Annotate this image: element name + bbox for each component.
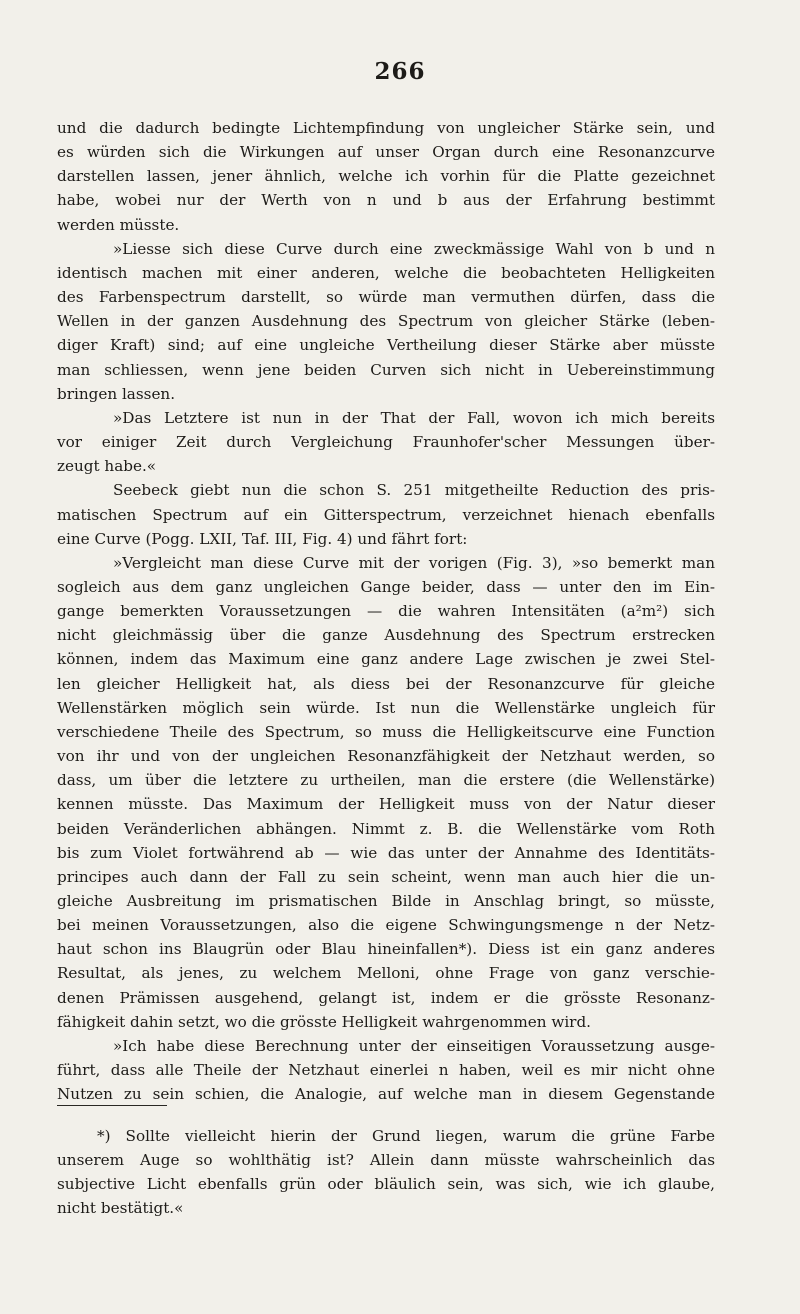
text-line: »Ich habe diese Berechnung unter der einseitigen Voraussetzung ausge- xyxy=(113,1036,715,1055)
text-line: »Liesse sich diese Curve durch eine zweckmässige Wahl von b und n xyxy=(113,239,715,258)
paragraph xyxy=(57,406,715,478)
text-line: darstellen lassen, jener ähnlich, welche ich vorhin für die Platte gezeichnet xyxy=(57,167,715,186)
text-line: kennen müsste. Das Maximum der Helligkeit muss von der Natur dieser xyxy=(57,795,715,814)
text-line: »Vergleicht man diese Curve mit der vorigen (Fig. 3), »so bemerkt man xyxy=(113,553,715,572)
text-line: Wellen in der ganzen Ausdehnung des Spectrum von gleicher Stärke (leben- xyxy=(57,312,715,331)
text-line: gleiche Ausbreitung im prismatischen Bilde in Anschlag bringt, so müsste, xyxy=(57,892,715,910)
text-line: Nutzen zu sein schien, die Analogie, auf welche man in diesem Gegenstande xyxy=(57,1085,715,1104)
footnote-line: unserem Auge so wohlthätig ist? Allein dann müsste wahrscheinlich das xyxy=(57,1151,715,1170)
text-line: »Das Letztere ist nun in der That der Fall, wovon ich mich bereits xyxy=(113,408,715,427)
page-number: 266 xyxy=(374,58,426,85)
text-line: von ihr und von der ungleichen Resonanzfähigkeit der Netzhaut werden, so xyxy=(57,747,715,766)
text-line: bei meinen Voraussetzungen, also die eigene Schwingungsmenge n der Netz- xyxy=(57,916,715,935)
footnote xyxy=(57,1124,715,1221)
text-line: diger Kraft) sind; auf eine ungleiche Vertheilung dieser Stärke aber müsste xyxy=(57,336,715,355)
footnote-line: subjective Licht ebenfalls grün oder bläulich sein, was sich, wie ich glaube, xyxy=(57,1175,715,1194)
text-line: werden müsste. xyxy=(57,215,180,234)
text-line: und die dadurch bedingte Lichtempfindung von ungleicher Stärke sein, und xyxy=(57,119,715,137)
text-line: habe, wobei nur der Werth von n und b aus der Erfahrung bestimmt xyxy=(57,191,715,210)
text-line: man schliessen, wenn jene beiden Curven sich nicht in Uebereinstimmung xyxy=(57,360,715,379)
paragraph xyxy=(57,551,715,1034)
text-line: principes auch dann der Fall zu sein scheint, wenn man auch hier die un- xyxy=(57,867,715,886)
text-line: identisch machen mit einer anderen, welche die beobachteten Helligkeiten xyxy=(57,263,715,282)
text-line: sogleich aus dem ganz ungleichen Gange beider, dass — unter den im Ein- xyxy=(57,577,715,596)
paragraph xyxy=(57,237,715,406)
text-line: vor einiger Zeit durch Vergleichung Fraunhofer'scher Messungen über- xyxy=(57,433,715,452)
text-line: verschiedene Theile des Spectrum, so muss die Helligkeitscurve eine Function xyxy=(57,722,715,741)
body-text xyxy=(57,116,715,1106)
text-line: denen Prämissen ausgehend, gelangt ist, indem er die grösste Resonanz- xyxy=(57,988,715,1007)
text-line: führt, dass alle Theile der Netzhaut einerlei n haben, weil es mir nicht ohne xyxy=(57,1061,715,1080)
text-line: gange bemerkten Voraussetzungen — die wahren Intensitäten (a²m²) sich xyxy=(57,602,715,621)
text-line: fähigkeit dahin setzt, wo die grösste Helligkeit wahrgenommen wird. xyxy=(57,1012,591,1031)
paragraph xyxy=(57,1034,715,1106)
text-line: dass, um über die letztere zu urtheilen, man die erstere (die Wellenstärke) xyxy=(57,771,715,790)
text-line: eine Curve (Pogg. LXII, Taf. III, Fig. 4) und fährt fort: xyxy=(57,529,468,548)
text-line: können, indem das Maximum eine ganz andere Lage zwischen je zwei Stel- xyxy=(57,650,715,669)
text-line: matischen Spectrum auf ein Gitterspectrum, verzeichnet hienach ebenfalls xyxy=(57,505,715,524)
text-line: es würden sich die Wirkungen auf unser Organ durch eine Resonanzcurve xyxy=(57,143,715,162)
text-line: zeugt habe.« xyxy=(57,457,157,476)
text-line: bringen lassen. xyxy=(57,384,176,403)
text-line: Wellenstärken möglich sein würde. Ist nun die Wellenstärke ungleich für xyxy=(57,698,715,717)
text-line: len gleicher Helligkeit hat, als diess bei der Resonanzcurve für gleiche xyxy=(57,674,715,693)
text-line: nicht gleichmässig über die ganze Ausdehnung des Spectrum erstrecken xyxy=(57,626,715,645)
text-line: Resultat, als jenes, zu welchem Melloni, ohne Frage von ganz verschie- xyxy=(57,964,715,983)
paragraph xyxy=(57,116,715,237)
text-line: des Farbenspectrum darstellt, so würde man vermuthen dürfen, dass die xyxy=(57,288,715,307)
footnote-line: *) Sollte vielleicht hierin der Grund liegen, warum die grüne Farbe xyxy=(97,1127,715,1145)
footnote-divider xyxy=(57,1105,167,1106)
text-line: Seebeck giebt nun die schon S. 251 mitgetheilte Reduction des pris- xyxy=(113,481,715,500)
paragraph xyxy=(57,478,715,550)
text-line: haut schon ins Blaugrün oder Blau hineinfallen*). Diess ist ein ganz anderes xyxy=(57,940,715,959)
footnote-line: nicht bestätigt.« xyxy=(57,1199,184,1218)
text-line: bis zum Violet fortwährend ab — wie das unter der Annahme des Identitäts- xyxy=(57,843,715,862)
text-line: beiden Veränderlichen abhängen. Nimmt z. B. die Wellenstärke vom Roth xyxy=(57,819,715,838)
